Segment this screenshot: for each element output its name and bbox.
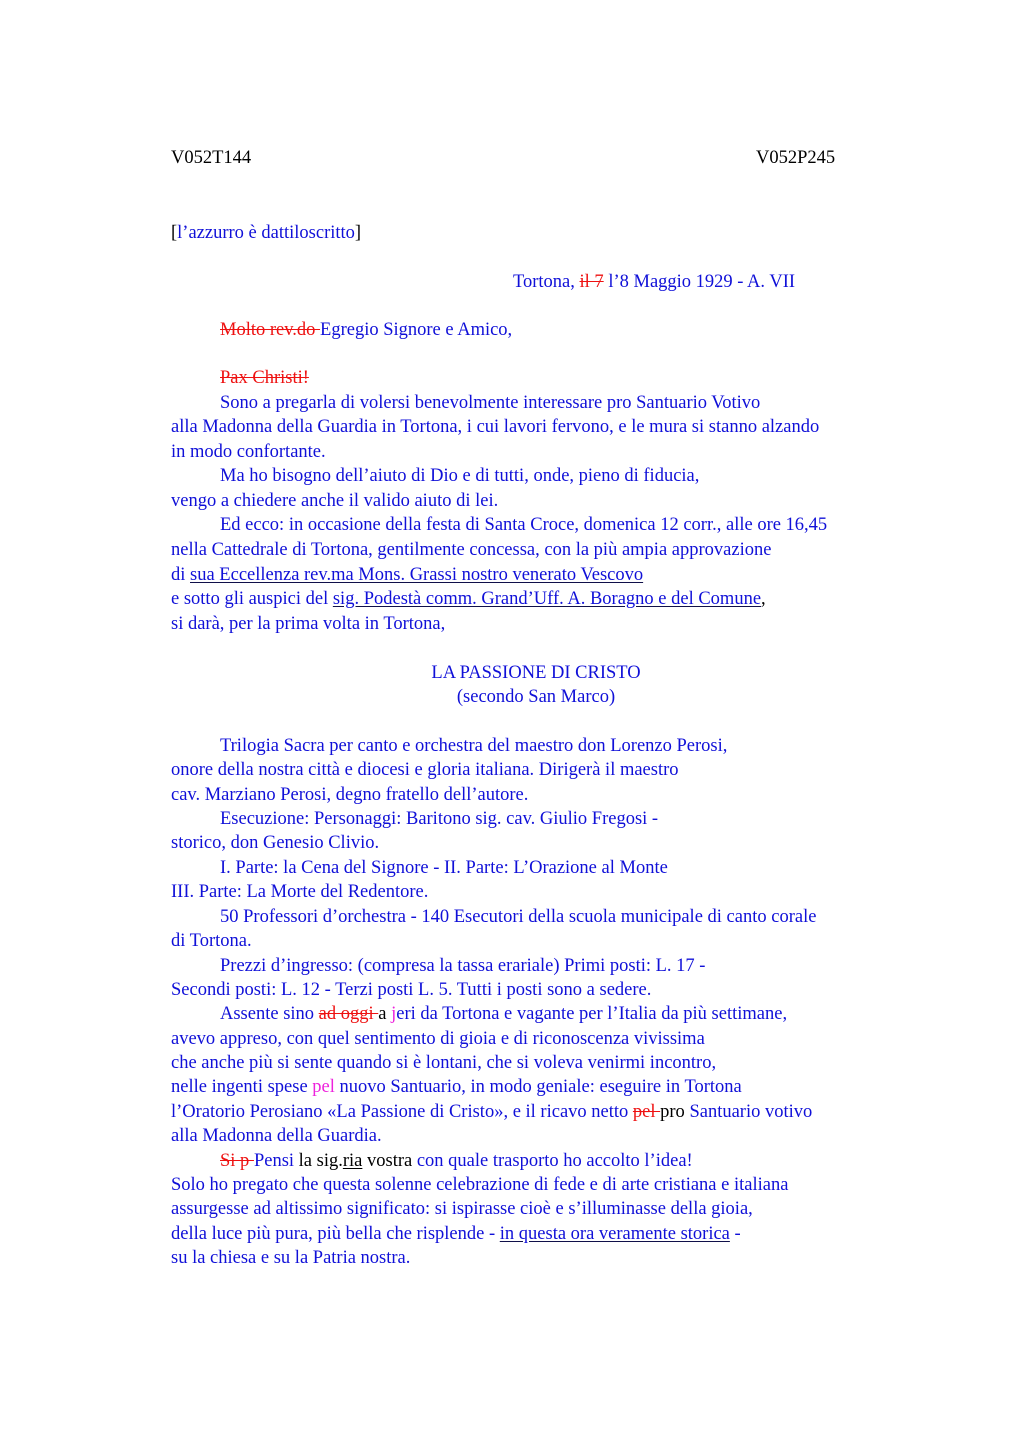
body-line: assurgesse ad altissimo significato: si ispirasse cioè e s’illuminasse della gioia, <box>171 1199 753 1219</box>
document-code-right: V052P245 <box>756 148 836 168</box>
dateline <box>513 270 795 294</box>
body-line <box>220 1002 787 1026</box>
body-line: di Tortona. <box>171 931 252 951</box>
text-run: nuovo Santuario, in modo geniale: eseguire in Tortona <box>334 1077 742 1097</box>
dateline-place: Tortona, <box>513 272 580 292</box>
salutation <box>220 318 512 342</box>
greeting-deleted: Pax Christi! <box>220 368 309 388</box>
deleted-text: pel <box>632 1102 661 1122</box>
text-run: - <box>729 1224 741 1244</box>
underlined-text: sua Eccellenza rev.ma Mons. Grassi nostro venerato Vescovo <box>190 565 644 585</box>
body-line: vengo a chiedere anche il valido aiuto di lei. <box>171 491 499 511</box>
text-run: di <box>171 565 191 585</box>
body-line: Solo ho pregato che questa solenne celebrazione di fede e di arte cristiana e italiana <box>171 1175 789 1195</box>
text-run: Santuario votivo <box>684 1102 813 1122</box>
editorial-note <box>171 221 361 245</box>
salutation-deleted: Molto rev.do <box>220 320 321 340</box>
body-line <box>220 1149 693 1173</box>
underlined-text: in questa ora veramente storica <box>499 1224 730 1244</box>
document-code-left: V052T144 <box>171 148 252 168</box>
body-line: alla Madonna della Guardia in Tortona, i cui lavori fervono, e le mura si stanno alzando <box>171 417 820 437</box>
underlined-text: sig. Podestà comm. Grand’Uff. A. Boragno e del Comune <box>332 589 762 609</box>
text-run: , <box>761 589 766 609</box>
body-line: III. Parte: La Morte del Redentore. <box>171 882 429 902</box>
body-line: su la chiesa e su la Patria nostra. <box>171 1248 411 1268</box>
note-text: l’azzurro è dattiloscritto <box>177 223 355 243</box>
text-run: Pensi <box>253 1151 295 1171</box>
body-line: Ma ho bisogno dell’aiuto di Dio e di tutti, onde, pieno di fiducia, <box>220 466 700 486</box>
body-line: Ed ecco: in occasione della festa di Santa Croce, domenica 12 corr., alle ore 16,45 <box>220 515 828 535</box>
body-line: onore della nostra città e diocesi e gloria italiana. Dirigerà il maestro <box>171 760 679 780</box>
inserted-text: a <box>378 1004 392 1024</box>
magenta-insert: pel <box>312 1077 335 1097</box>
body-line: alla Madonna della Guardia. <box>171 1126 382 1146</box>
body-line: 50 Professori d’orchestra - 140 Esecutori della scuola municipale di canto corale <box>220 907 817 927</box>
body-line: Trilogia Sacra per canto e orchestra del maestro don Lorenzo Perosi, <box>220 736 728 756</box>
body-line: si darà, per la prima volta in Tortona, <box>171 614 446 634</box>
body-line <box>171 587 766 611</box>
text-run: eri da Tortona e vagante per l’Italia da più settimane, <box>396 1004 788 1024</box>
text-run: nelle ingenti spese <box>171 1077 313 1097</box>
body-line: Sono a pregarla di volersi benevolmente interessare pro Santuario Votivo <box>220 393 761 413</box>
text-run: e sotto gli auspici del <box>171 589 333 609</box>
body-line: avevo appreso, con quel sentimento di gioia e di riconoscenza vivissima <box>171 1029 705 1049</box>
text-run: l’Oratorio Perosiano «La Passione di Cristo», e il ricavo netto <box>171 1102 633 1122</box>
body-line <box>171 563 643 587</box>
deleted-text: Si p <box>220 1151 254 1171</box>
dateline-deleted: il 7 <box>579 272 604 292</box>
work-subtitle: (secondo San Marco) <box>456 687 616 707</box>
body-line <box>171 1222 741 1246</box>
inserted-text: pro <box>660 1102 685 1122</box>
body-line: Prezzi d’ingresso: (compresa la tassa erariale) Primi posti: L. 17 - <box>220 956 706 976</box>
work-title: LA PASSIONE DI CRISTO <box>431 663 641 683</box>
body-line <box>171 1075 742 1099</box>
text-run: della luce più pura, più bella che risplende - <box>171 1224 500 1244</box>
dateline-date: l’8 Maggio 1929 - A. VII <box>603 272 796 292</box>
body-line: nella Cattedrale di Tortona, gentilmente concessa, con la più ampia approvazione <box>171 540 772 560</box>
inserted-text: vostra <box>362 1151 417 1171</box>
body-line: in modo confortante. <box>171 442 326 462</box>
text-run: con quale trasporto ho accolto l’idea! <box>416 1151 693 1171</box>
underlined-text: ria <box>342 1151 363 1171</box>
magenta-insert: j <box>391 1004 397 1024</box>
text-run: Assente sino <box>220 1004 319 1024</box>
body-line <box>171 1100 812 1124</box>
body-line: Secondi posti: L. 12 - Terzi posti L. 5. Tutti i posti sono a sedere. <box>171 980 652 1000</box>
inserted-text: la sig. <box>294 1151 343 1171</box>
body-line: cav. Marziano Perosi, degno fratello dell’autore. <box>171 785 529 805</box>
deleted-text: ad oggi <box>318 1004 379 1024</box>
body-line: storico, don Genesio Clivio. <box>171 833 380 853</box>
note-open-bracket: [ <box>171 223 178 243</box>
note-close-bracket: ] <box>354 223 362 243</box>
salutation-text: Egregio Signore e Amico, <box>320 320 513 340</box>
body-line: I. Parte: la Cena del Signore - II. Parte: L’Orazione al Monte <box>220 858 668 878</box>
body-line: Esecuzione: Personaggi: Baritono sig. cav. Giulio Fregosi - <box>220 809 659 829</box>
body-line: che anche più si sente quando si è lontani, che si voleva venirmi incontro, <box>171 1053 717 1073</box>
